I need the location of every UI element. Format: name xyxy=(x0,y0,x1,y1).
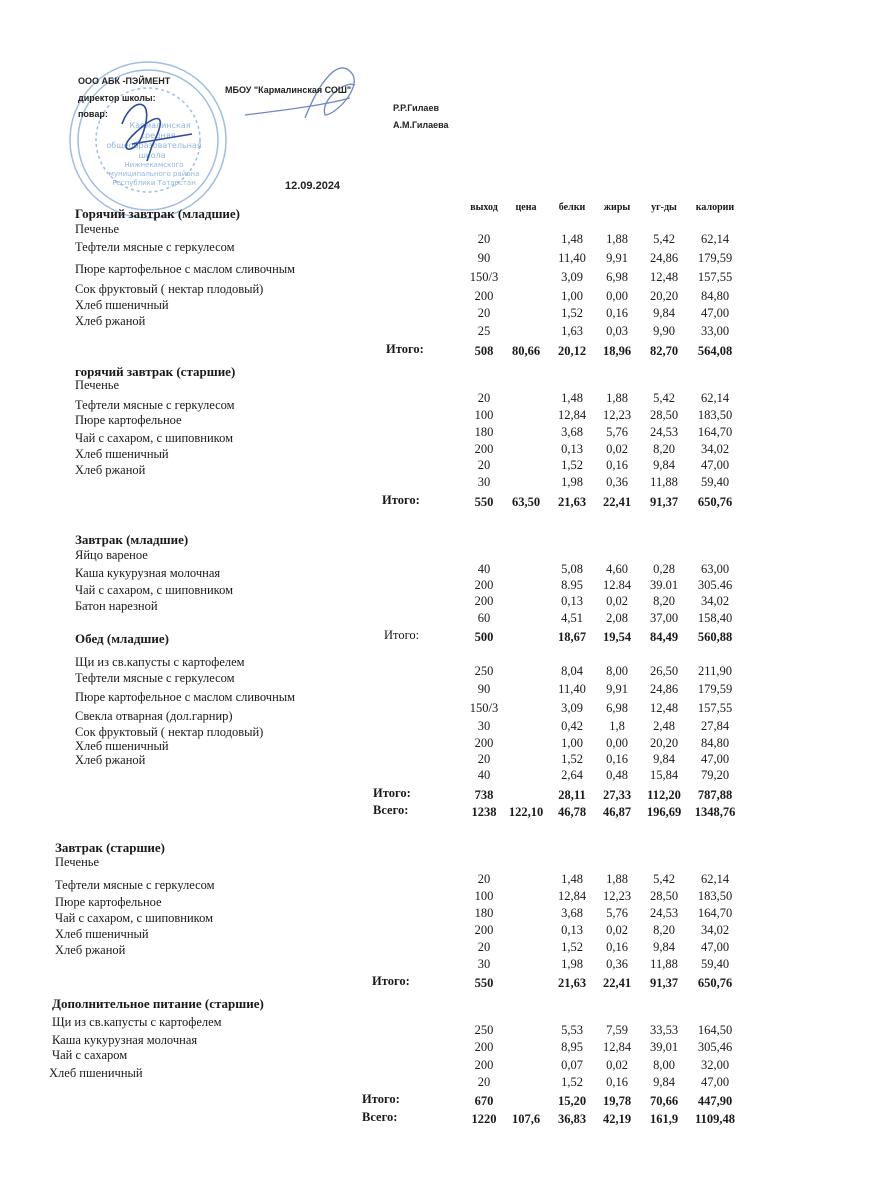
dish-name: Тефтели мясные с геркулесом xyxy=(75,671,235,685)
subtotal-label: Итого: xyxy=(373,786,411,800)
subtotal-label: Итого: xyxy=(384,628,420,642)
cell-protein: 1,00 xyxy=(561,289,583,303)
director-label: директор школы: xyxy=(78,93,156,103)
cell-carbs: 24,53 xyxy=(649,906,679,920)
dish-name: Пюре картофельное с маслом сливочным xyxy=(75,690,296,704)
cell-fat: 0,00 xyxy=(606,736,628,750)
section-title: Завтрак (старшие) xyxy=(55,840,166,855)
total-yield: 1220 xyxy=(471,1112,497,1126)
subtotal-calories: 564,08 xyxy=(697,344,733,358)
cell-calories: 34,02 xyxy=(700,923,730,937)
dish-name: Сок фруктовый ( нектар плодовый) xyxy=(75,725,264,739)
dish-name: Чай с сахаром, с шиповником xyxy=(55,911,214,925)
cell-yield: 100 xyxy=(474,408,494,422)
cell-fat: 1,88 xyxy=(606,232,628,246)
cell-yield: 20 xyxy=(477,232,491,246)
cell-protein: 1,52 xyxy=(561,752,583,766)
total-protein: 36,83 xyxy=(557,1112,587,1126)
column-header-calories: калории xyxy=(695,202,735,213)
subtotal-protein: 21,63 xyxy=(557,976,587,990)
cell-yield: 25 xyxy=(477,324,491,338)
cell-fat: 0,00 xyxy=(606,289,628,303)
cell-fat: 0,48 xyxy=(606,768,628,782)
cell-yield: 20 xyxy=(477,391,491,405)
cell-fat: 0,16 xyxy=(606,458,628,472)
cell-carbs: 24,86 xyxy=(649,682,679,696)
dish-name: Пюре картофельное xyxy=(75,413,182,427)
cell-yield: 200 xyxy=(474,736,494,750)
cell-protein: 1,52 xyxy=(561,940,583,954)
cell-fat: 0,16 xyxy=(606,752,628,766)
cell-fat: 5,76 xyxy=(606,425,628,439)
cell-fat: 8,00 xyxy=(606,664,628,678)
subtotal-fat: 19,54 xyxy=(602,630,632,644)
cell-yield: 40 xyxy=(477,562,491,576)
cell-calories: 47,00 xyxy=(700,458,730,472)
cell-protein: 1,98 xyxy=(561,475,583,489)
cell-carbs: 15,84 xyxy=(649,768,679,782)
cell-calories: 47,00 xyxy=(700,940,730,954)
cell-yield: 150/3 xyxy=(469,701,499,715)
cell-protein: 5,53 xyxy=(561,1023,583,1037)
cell-protein: 3,68 xyxy=(561,425,583,439)
cell-calories: 183,50 xyxy=(697,408,733,422)
subtotal-calories: 650,76 xyxy=(697,495,733,509)
cell-yield: 90 xyxy=(477,682,491,696)
subtotal-yield: 738 xyxy=(474,788,494,802)
svg-text:Нижнекамского: Нижнекамского xyxy=(124,161,184,169)
dish-name: Хлеб пшеничный xyxy=(49,1066,143,1080)
director-signature xyxy=(225,60,375,130)
cell-fat: 1,8 xyxy=(609,719,625,733)
cell-protein: 11,40 xyxy=(558,682,586,696)
cell-protein: 12,84 xyxy=(557,408,587,422)
cell-yield: 180 xyxy=(474,425,494,439)
dish-name: Хлеб пшеничный xyxy=(55,927,149,941)
subtotal-carbs: 82,70 xyxy=(649,344,679,358)
cell-carbs: 24,86 xyxy=(649,251,679,265)
total-calories: 1348,76 xyxy=(694,805,736,819)
subtotal-carbs: 70,66 xyxy=(649,1094,679,1108)
total-fat: 42,19 xyxy=(602,1112,632,1126)
cell-protein: 1,52 xyxy=(561,306,583,320)
cell-fat: 6,98 xyxy=(606,270,628,284)
cell-calories: 179,59 xyxy=(697,682,733,696)
cell-protein: 1,48 xyxy=(561,391,583,405)
cell-yield: 20 xyxy=(477,940,491,954)
cell-carbs: 37,00 xyxy=(649,611,679,625)
subtotal-protein: 21,63 xyxy=(557,495,587,509)
cell-fat: 0,02 xyxy=(606,1058,628,1072)
subtotal-price: 80,66 xyxy=(511,344,541,358)
cell-protein: 1,48 xyxy=(561,232,583,246)
cell-carbs: 24,53 xyxy=(649,425,679,439)
cell-yield: 20 xyxy=(477,1075,491,1089)
svg-text:школа: школа xyxy=(138,151,166,160)
subtotal-protein: 18,67 xyxy=(557,630,587,644)
dish-name: Хлеб пшеничный xyxy=(75,739,169,753)
cell-protein: 0,13 xyxy=(561,594,583,608)
dish-name: Сок фруктовый ( нектар плодовый) xyxy=(75,282,264,296)
cell-fat: 5,76 xyxy=(606,906,628,920)
cell-carbs: 5,42 xyxy=(653,391,675,405)
cell-calories: 62,14 xyxy=(700,391,730,405)
total-calories: 1109,48 xyxy=(695,1112,735,1126)
cell-fat: 0,02 xyxy=(606,594,628,608)
cell-fat: 0,16 xyxy=(606,306,628,320)
cell-calories: 179,59 xyxy=(697,251,733,265)
subtotal-fat: 22,41 xyxy=(602,495,632,509)
cell-fat: 0,16 xyxy=(606,1075,628,1089)
cell-carbs: 5,42 xyxy=(653,232,675,246)
subtotal-yield: 550 xyxy=(474,976,494,990)
cell-protein: 1,98 xyxy=(561,957,583,971)
cell-fat: 0,02 xyxy=(606,923,628,937)
cell-protein: 1,52 xyxy=(561,1075,583,1089)
total-label: Всего: xyxy=(373,803,409,817)
cell-carbs: 8,20 xyxy=(653,923,675,937)
cell-calories: 47,00 xyxy=(700,1075,730,1089)
subtotal-label: Итого: xyxy=(372,974,410,988)
total-fat: 46,87 xyxy=(602,805,632,819)
cell-fat: 12,84 xyxy=(602,1040,632,1054)
cell-carbs: 9,84 xyxy=(653,752,675,766)
dish-name: Хлеб пшеничный xyxy=(75,447,169,461)
cell-carbs: 8,20 xyxy=(653,594,675,608)
cell-fat: 4,60 xyxy=(606,562,628,576)
menu-date: 12.09.2024 xyxy=(285,180,341,192)
subtotal-label: Итого: xyxy=(362,1092,400,1106)
dish-name: Свекла отварная (дол.гарнир) xyxy=(75,709,233,723)
cell-calories: 33,00 xyxy=(700,324,730,338)
subtotal-protein: 28,11 xyxy=(558,788,586,802)
dish-name: Хлеб ржаной xyxy=(75,753,146,767)
director-name: Р.Р.Гилаев xyxy=(393,103,439,113)
cell-calories: 164,50 xyxy=(697,1023,733,1037)
cell-yield: 150/3 xyxy=(469,270,499,284)
subtotal-carbs: 91,37 xyxy=(649,976,679,990)
column-header-fat: жиры xyxy=(603,202,631,213)
dish-name: Яйцо вареное xyxy=(75,548,148,562)
subtotal-yield: 670 xyxy=(474,1094,494,1108)
school-name: МБОУ "Кармалинская СОШ" xyxy=(225,85,352,95)
cell-carbs: 33,53 xyxy=(649,1023,679,1037)
dish-name: Хлеб пшеничный xyxy=(75,298,169,312)
cell-calories: 164,70 xyxy=(697,906,733,920)
subtotal-carbs: 91,37 xyxy=(649,495,679,509)
cell-yield: 100 xyxy=(474,889,494,903)
cell-fat: 0,02 xyxy=(606,442,628,456)
cell-protein: 8,95 xyxy=(561,1040,583,1054)
svg-text:средняя: средняя xyxy=(140,131,176,140)
dish-name: Щи из св.капусты с картофелем xyxy=(75,655,245,669)
section-title: Обед (младшие) xyxy=(75,631,169,646)
cell-yield: 90 xyxy=(477,251,491,265)
cell-protein: 8.95 xyxy=(561,578,583,592)
dish-name: Батон нарезной xyxy=(75,599,158,613)
cell-fat: 0,16 xyxy=(606,940,628,954)
cell-carbs: 9,90 xyxy=(653,324,675,338)
cell-protein: 1,52 xyxy=(561,458,583,472)
cell-protein: 0,13 xyxy=(561,923,583,937)
cell-carbs: 12,48 xyxy=(649,270,679,284)
subtotal-price: 63,50 xyxy=(511,495,541,509)
cell-calories: 305,46 xyxy=(697,1040,733,1054)
cell-calories: 62,14 xyxy=(700,232,730,246)
section-title: Завтрак (младшие) xyxy=(75,532,189,547)
total-carbs: 161,9 xyxy=(649,1112,679,1126)
cell-calories: 164,70 xyxy=(697,425,733,439)
cell-fat: 1,88 xyxy=(606,391,628,405)
subtotal-protein: 15,20 xyxy=(557,1094,587,1108)
cell-protein: 1,63 xyxy=(561,324,583,338)
cell-protein: 3,09 xyxy=(561,701,583,715)
dish-name: Тефтели мясные с геркулесом xyxy=(75,398,235,412)
cell-carbs: 39.01 xyxy=(649,578,679,592)
cell-yield: 20 xyxy=(477,458,491,472)
cell-calories: 59,40 xyxy=(700,475,730,489)
column-header-carbs: уг-ды xyxy=(651,202,677,213)
dish-name: Тефтели мясные с геркулесом xyxy=(55,878,215,892)
cell-protein: 3,68 xyxy=(561,906,583,920)
cell-protein: 4,51 xyxy=(561,611,583,625)
cell-protein: 2,64 xyxy=(561,768,583,782)
cell-carbs: 12,48 xyxy=(649,701,679,715)
cell-carbs: 5,42 xyxy=(653,872,675,886)
cell-calories: 183,50 xyxy=(697,889,733,903)
cell-fat: 12,23 xyxy=(602,889,632,903)
dish-name: Щи из св.капусты с картофелем xyxy=(52,1015,222,1029)
column-header-yield: выход xyxy=(470,202,498,213)
cell-carbs: 0,28 xyxy=(653,562,675,576)
cell-fat: 9,91 xyxy=(606,682,628,696)
dish-name: Чай с сахаром xyxy=(52,1048,128,1062)
svg-text:Кармалинская: Кармалинская xyxy=(129,121,191,130)
cell-yield: 30 xyxy=(477,719,491,733)
cell-carbs: 8,00 xyxy=(653,1058,675,1072)
total-label: Всего: xyxy=(362,1110,398,1124)
cell-calories: 157,55 xyxy=(697,701,733,715)
cell-calories: 305.46 xyxy=(697,578,733,592)
dish-name: Пюре картофельное с маслом сливочным xyxy=(75,262,296,276)
section-title: Дополнительное питание (старшие) xyxy=(52,996,264,1011)
svg-text:Республики Татарстан: Республики Татарстан xyxy=(112,179,196,187)
cell-fat: 6,98 xyxy=(606,701,628,715)
cell-fat: 7,59 xyxy=(606,1023,628,1037)
subtotal-label: Итого: xyxy=(386,342,424,356)
subtotal-calories: 650,76 xyxy=(697,976,733,990)
svg-text:общеобразовательная: общеобразовательная xyxy=(106,141,202,150)
subtotal-fat: 22,41 xyxy=(602,976,632,990)
cell-protein: 0,42 xyxy=(561,719,583,733)
cell-calories: 84,80 xyxy=(700,736,730,750)
cell-carbs: 11,88 xyxy=(650,957,678,971)
cell-carbs: 39,01 xyxy=(649,1040,679,1054)
cook-name: А.М.Гилаева xyxy=(393,120,449,130)
cell-calories: 211,90 xyxy=(698,664,732,678)
total-price: 107,6 xyxy=(511,1112,541,1126)
cell-yield: 200 xyxy=(474,442,494,456)
subtotal-fat: 27,33 xyxy=(602,788,632,802)
dish-name: Хлеб ржаной xyxy=(75,463,146,477)
cell-yield: 200 xyxy=(474,594,494,608)
cell-carbs: 26,50 xyxy=(649,664,679,678)
dish-name: Чай с сахаром, с шиповником xyxy=(75,583,234,597)
column-header-price: цена xyxy=(515,202,537,213)
cell-yield: 30 xyxy=(477,475,491,489)
cell-yield: 200 xyxy=(474,1040,494,1054)
cell-fat: 9,91 xyxy=(606,251,628,265)
cell-yield: 20 xyxy=(477,752,491,766)
cell-yield: 200 xyxy=(474,923,494,937)
total-protein: 46,78 xyxy=(557,805,587,819)
dish-name: Чай с сахаром, с шиповником xyxy=(75,431,234,445)
total-price: 122,10 xyxy=(508,805,544,819)
subtotal-yield: 500 xyxy=(474,630,494,644)
cell-fat: 0,36 xyxy=(606,475,628,489)
section-title: горячий завтрак (старшие) xyxy=(75,364,236,379)
cell-protein: 1,00 xyxy=(561,736,583,750)
cook-label: повар: xyxy=(78,109,108,119)
total-carbs: 196,69 xyxy=(646,805,682,819)
section-title: Горячий завтрак (младшие) xyxy=(75,206,241,221)
cell-carbs: 28,50 xyxy=(649,889,679,903)
cell-yield: 200 xyxy=(474,578,494,592)
subtotal-fat: 18,96 xyxy=(602,344,632,358)
total-yield: 1238 xyxy=(471,805,497,819)
cell-yield: 20 xyxy=(477,872,491,886)
cell-calories: 158,40 xyxy=(697,611,733,625)
cell-carbs: 9,84 xyxy=(653,940,675,954)
cell-protein: 3,09 xyxy=(561,270,583,284)
cell-carbs: 9,84 xyxy=(653,458,675,472)
cell-calories: 79,20 xyxy=(700,768,730,782)
dish-name: Хлеб ржаной xyxy=(75,314,146,328)
dish-name: Каша кукурузная молочная xyxy=(75,566,221,580)
cell-yield: 200 xyxy=(474,1058,494,1072)
cell-protein: 8,04 xyxy=(561,664,583,678)
dish-name: Печенье xyxy=(75,378,120,392)
cell-fat: 12,23 xyxy=(602,408,632,422)
subtotal-yield: 508 xyxy=(474,344,494,358)
cell-calories: 47,00 xyxy=(700,752,730,766)
cell-protein: 5,08 xyxy=(561,562,583,576)
subtotal-protein: 20,12 xyxy=(557,344,587,358)
cell-fat: 0,36 xyxy=(606,957,628,971)
cell-yield: 180 xyxy=(474,906,494,920)
dish-name: Тефтели мясные с геркулесом xyxy=(75,240,235,254)
cell-carbs: 2,48 xyxy=(653,719,675,733)
subtotal-calories: 447,90 xyxy=(697,1094,733,1108)
cell-carbs: 9,84 xyxy=(653,1075,675,1089)
cell-carbs: 28,50 xyxy=(649,408,679,422)
cell-calories: 63,00 xyxy=(700,562,730,576)
dish-name: Печенье xyxy=(55,855,100,869)
subtotal-fat: 19,78 xyxy=(602,1094,632,1108)
subtotal-calories: 560,88 xyxy=(697,630,733,644)
cell-protein: 11,40 xyxy=(558,251,586,265)
cell-calories: 59,40 xyxy=(700,957,730,971)
cell-yield: 200 xyxy=(474,289,494,303)
cell-yield: 250 xyxy=(474,1023,494,1037)
dish-name: Хлеб ржаной xyxy=(55,943,126,957)
cell-yield: 60 xyxy=(477,611,491,625)
cell-protein: 0,07 xyxy=(561,1058,583,1072)
cell-yield: 250 xyxy=(474,664,494,678)
cell-calories: 62,14 xyxy=(700,872,730,886)
cell-carbs: 20,20 xyxy=(649,736,679,750)
cell-calories: 47,00 xyxy=(700,306,730,320)
cell-protein: 0,13 xyxy=(561,442,583,456)
cell-carbs: 9,84 xyxy=(653,306,675,320)
dish-name: Каша кукурузная молочная xyxy=(52,1033,198,1047)
cell-yield: 20 xyxy=(477,306,491,320)
cell-calories: 32,00 xyxy=(700,1058,730,1072)
cell-carbs: 8,20 xyxy=(653,442,675,456)
cell-calories: 27,84 xyxy=(700,719,730,733)
subtotal-carbs: 84,49 xyxy=(649,630,679,644)
cell-carbs: 20,20 xyxy=(649,289,679,303)
column-header-protein: белки xyxy=(558,202,586,213)
cell-yield: 40 xyxy=(477,768,491,782)
cell-fat: 12.84 xyxy=(602,578,632,592)
cell-calories: 34,02 xyxy=(700,442,730,456)
subtotal-carbs: 112,20 xyxy=(647,788,681,802)
subtotal-yield: 550 xyxy=(474,495,494,509)
cell-yield: 30 xyxy=(477,957,491,971)
cell-protein: 1,48 xyxy=(561,872,583,886)
dish-name: Пюре картофельное xyxy=(55,895,162,909)
cell-fat: 2,08 xyxy=(606,611,628,625)
dish-name: Печенье xyxy=(75,222,120,236)
subtotal-calories: 787,88 xyxy=(697,788,733,802)
cell-fat: 1,88 xyxy=(606,872,628,886)
cell-calories: 34,02 xyxy=(700,594,730,608)
svg-text:муниципального района: муниципального района xyxy=(108,170,200,178)
cell-carbs: 11,88 xyxy=(650,475,678,489)
cell-protein: 12,84 xyxy=(557,889,587,903)
cell-calories: 157,55 xyxy=(697,270,733,284)
subtotal-label: Итого: xyxy=(382,493,420,507)
cell-calories: 84,80 xyxy=(700,289,730,303)
cell-fat: 0,03 xyxy=(606,324,628,338)
company-name: ООО АБК -ПЭЙМЕНТ xyxy=(78,76,171,86)
